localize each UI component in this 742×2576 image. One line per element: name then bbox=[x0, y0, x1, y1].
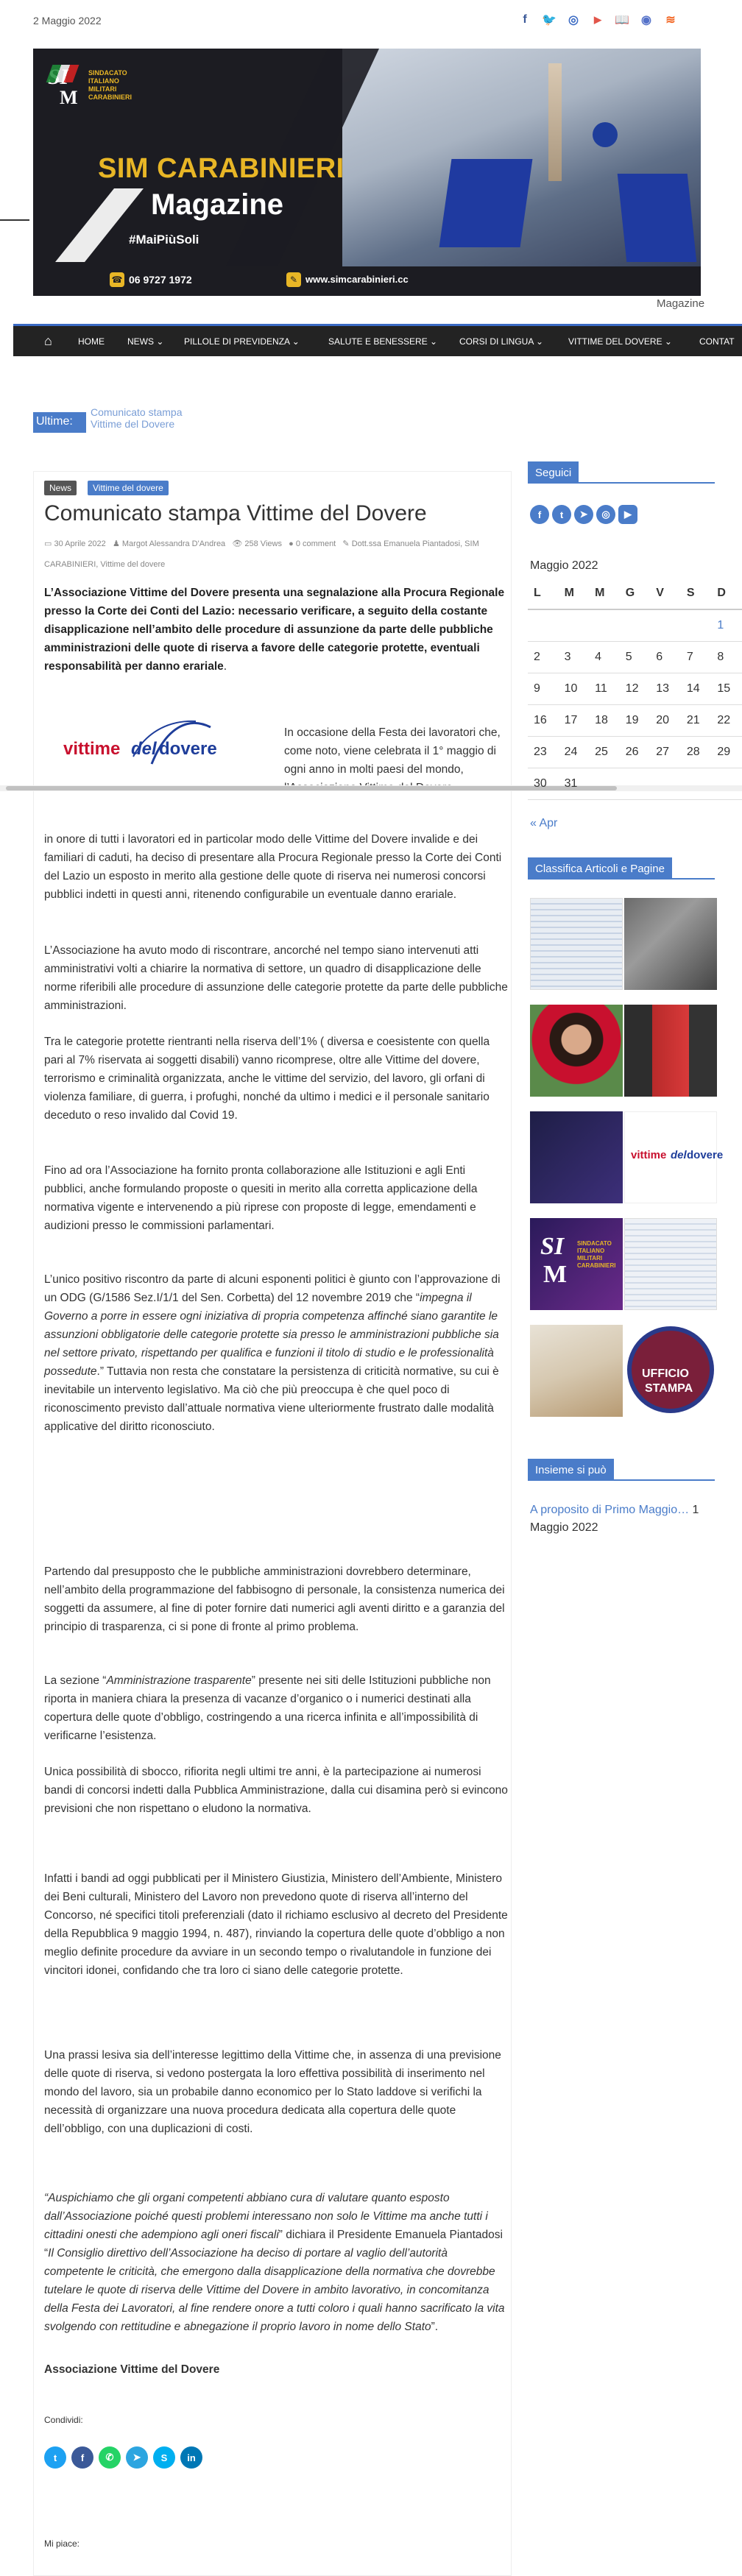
facebook-icon[interactable]: f bbox=[523, 13, 527, 26]
thumb-military-photo[interactable] bbox=[624, 898, 717, 990]
like-label: Mi piace: bbox=[44, 2538, 80, 2549]
nav-news[interactable]: NEWS ⌄ bbox=[127, 336, 164, 347]
calendar-day: 21 bbox=[681, 704, 712, 736]
calendar-day-header: M bbox=[559, 578, 590, 609]
calendar-day-header: G bbox=[620, 578, 651, 609]
calendar-day bbox=[650, 609, 681, 641]
banner-phone: 06 9727 1972 bbox=[129, 274, 192, 286]
calendar-day: 30 bbox=[528, 768, 559, 799]
scrollbar-thumb[interactable] bbox=[6, 786, 617, 790]
widget-title: Insieme si può bbox=[528, 1459, 614, 1481]
calendar-day bbox=[589, 609, 620, 641]
nav-salute-benessere[interactable]: SALUTE E BENESSERE ⌄ bbox=[328, 336, 438, 347]
widget-title: Seguici bbox=[528, 461, 579, 484]
thumb-logo-si: SI bbox=[540, 1233, 565, 1260]
calendar-day: 27 bbox=[650, 736, 681, 768]
article-lead: L’Associazione Vittime del Dovere presenta una segnalazione alla Procura Regionale presso la Corte dei Conti del Lazio: necessario verificare, a seguito della costante disapplicazione nell’ambito delle procedure di assunzione da parte delle pubbliche amministrazioni delle quote di riserva a favore delle categorie protette, eventuali responsabilità per danno erariale. bbox=[44, 587, 505, 673]
thumb-ufficio-stampa[interactable] bbox=[624, 1325, 717, 1417]
calendar bbox=[528, 578, 742, 800]
calendar-day bbox=[589, 768, 620, 799]
book-icon[interactable]: 📖 bbox=[615, 14, 629, 26]
calendar-day: 24 bbox=[559, 736, 590, 768]
widget-title: Classifica Articoli e Pagine bbox=[528, 857, 672, 880]
banner-logo-m: M bbox=[60, 87, 78, 108]
calendar-day-header: L bbox=[528, 578, 559, 609]
calendar-day: 25 bbox=[589, 736, 620, 768]
user-icon: ♟ bbox=[112, 539, 122, 548]
top-bar bbox=[0, 0, 742, 43]
paragraph-2: L’Associazione ha avuto modo di riscontrare, ancorché nel tempo siano intervenuti atti amministrativi volti a chiarire la normativa di settore, un quadro di disapplicazione delle norme riferibili alle procedure di assunzione delle categorie protette da parte delle pubbliche amministrazioni. bbox=[44, 944, 508, 1012]
article-tags[interactable]: Dott.ssa Emanuela Piantadosi, SIM CARABINIERI, Vittime del dovere bbox=[44, 539, 479, 569]
calendar-day: 9 bbox=[528, 673, 559, 704]
calendar-caption: Maggio 2022 bbox=[530, 559, 598, 572]
widget-classifica bbox=[528, 857, 715, 880]
calendar-day-header: S bbox=[681, 578, 712, 609]
banner-logo-text: SINDACATO ITALIANO MILITARI CARABINIERI bbox=[88, 69, 132, 101]
paragraph-3: Tra le categorie protette rientranti nella riserva dell’1% ( diversa e coesistente con quella pari al 7% riservata ai soggetti disabili) vanno ricomprese, oltre alle Vittime del dovere, terrorismo e criminalità organizzata, anche le vittime del servizio, del lavoro, gli orfani di violenza familiare, di guerra, i profughi, nonché da ultimo i medici e il personale sanitario deceduto o reso invalido dal Covid 19. bbox=[44, 1036, 490, 1122]
calendar-day: 6 bbox=[650, 641, 681, 673]
nav-corsi-lingua[interactable]: CORSI DI LINGUA ⌄ bbox=[459, 336, 544, 347]
calendar-day bbox=[559, 609, 590, 641]
paragraph-1: in onore di tutti i lavoratori ed in particolar modo delle Vittime del Dovere invalide e dei familiari di caduti, ha deciso di presentare alla Procura Regionale presso la Corte dei Conti del Lazio un esposto in merito alla gestione delle quote di riserva nei numerosi concorsi pubblici indetti in questi anni, ritenendo configurabile un eventuale danno erariale. bbox=[44, 833, 502, 901]
calendar-day: 20 bbox=[650, 704, 681, 736]
calendar-day-header: M bbox=[589, 578, 620, 609]
thumb-food-photo[interactable] bbox=[530, 1325, 623, 1417]
main-nav bbox=[13, 324, 742, 356]
calendar-day: 2 bbox=[528, 641, 559, 673]
calendar-day: 14 bbox=[681, 673, 712, 704]
insieme-link[interactable]: A proposito di Primo Maggio… bbox=[530, 1504, 690, 1516]
divider bbox=[0, 219, 29, 221]
calendar-day bbox=[681, 768, 712, 799]
paragraph-quote: “Auspichiamo che gli organi competenti abbiano cura di valutare quanto esposto dall’Associazione poiché questi problemi interessano non solo le Vittime ma anche tutti i cittadini onesti che adempiono agli oneri fiscali” dichiara il Presidente Emanuela Piantadosi “Il Consiglio direttivo dell’Associazione ha deciso di portare al vaglio dell’autorità competente le criticità, che emergono dalla disapplicazione della normativa che dovrebbe tutelare le quote di riserva delle Vittime del Dovere in ambito lavorativo, in concomitanza della Festa dei Lavoratori, al fine rendere onore a tutti coloro i quali hanno sacrificato la vita svolgendo con rettitudine e abnegazione il proprio lavoro in nome dello Stato”. bbox=[44, 2192, 505, 2333]
article-comments[interactable]: 0 comment bbox=[295, 539, 336, 548]
facebook-icon[interactable]: f bbox=[530, 505, 549, 524]
article-signature: Associazione Vittime del Dovere bbox=[44, 2363, 220, 2376]
thumb-sign-photo[interactable] bbox=[624, 1005, 717, 1097]
calendar-day: 26 bbox=[620, 736, 651, 768]
calendar-day: 10 bbox=[559, 673, 590, 704]
telegram-share-button[interactable]: ➤ bbox=[126, 2446, 148, 2469]
thumb-vittime-dovere-logo[interactable] bbox=[624, 1111, 724, 1203]
banner-subtitle: Magazine bbox=[151, 188, 284, 221]
calendar-day: 15 bbox=[711, 673, 742, 704]
article-author[interactable]: Margot Alessandra D'Andrea bbox=[121, 539, 226, 548]
thumb-sim-logo[interactable] bbox=[530, 1218, 623, 1310]
telegram-icon[interactable]: ➤ bbox=[574, 505, 593, 524]
calendar-day-header: D bbox=[711, 578, 742, 609]
web-icon: ✎ bbox=[286, 272, 301, 287]
calendar-day: 12 bbox=[620, 673, 651, 704]
skype-share-button[interactable]: S bbox=[153, 2446, 175, 2469]
linkedin-share-button[interactable]: in bbox=[180, 2446, 202, 2469]
calendar-day: 3 bbox=[559, 641, 590, 673]
calendar-day: 28 bbox=[681, 736, 712, 768]
calendar-day bbox=[650, 768, 681, 799]
paragraph-intro-side: In occasione della Festa dei lavoratori che, come noto, viene celebrata il 1° maggio di ogni anno in molti paesi del mondo, bbox=[284, 726, 501, 776]
ticker-headline[interactable]: Comunicato stampa Vittime del Dovere bbox=[91, 406, 183, 430]
youtube-icon[interactable]: ▶ bbox=[618, 505, 637, 524]
article-views: 258 Views bbox=[244, 539, 282, 548]
article-date[interactable]: 30 Aprile 2022 bbox=[54, 539, 106, 548]
calendar-day bbox=[681, 609, 712, 641]
paragraph-6: Partendo dal presupposto che le pubbliche amministrazioni dovrebbero determinare, nell’ambito della programmazione del fabbisogno di personale, la consistenza numerica dei soggetti da assumere, al fine di poter fornire dati numerici agli aventi diritto e a garanzia del principio di trasparenza, ci si pone di fronte al primo problema. bbox=[44, 1565, 505, 1633]
podcast-icon[interactable]: ◉ bbox=[641, 14, 651, 26]
paragraph-8: Unica possibilità di sbocco, rifiorita negli ultimi tre anni, è la partecipazione ai numerosi bandi di concorsi indetti dalla Pubblica Amministrazione, dalla cui disamina però si evincono previsioni che non rispettano o eludono la normativa. bbox=[44, 1766, 508, 1815]
youtube-icon[interactable]: ▶ bbox=[594, 14, 601, 25]
calendar-day-header: V bbox=[650, 578, 681, 609]
logo-word-vittime: vittime bbox=[63, 739, 121, 759]
article-title: Comunicato stampa Vittime del Dovere bbox=[44, 501, 427, 526]
stampa-label: STAMPA bbox=[645, 1382, 693, 1395]
calendar-day: 22 bbox=[711, 704, 742, 736]
article-meta bbox=[44, 534, 508, 575]
calendar-day: 17 bbox=[559, 704, 590, 736]
tag-news[interactable]: News bbox=[44, 481, 77, 495]
widget-insieme bbox=[528, 1459, 715, 1481]
calendar-day: 11 bbox=[589, 673, 620, 704]
share-label: Condividi: bbox=[44, 2415, 83, 2425]
instagram-icon[interactable]: ◎ bbox=[596, 505, 615, 524]
facebook-share-button[interactable]: f bbox=[71, 2446, 93, 2469]
thumb-logo-m: M bbox=[543, 1261, 568, 1288]
home-icon[interactable]: ⌂ bbox=[44, 333, 52, 348]
paragraph-10: Una prassi lesiva sia dell’interesse legittimo della Vittime che, in assenza di una previsione delle quote di riserva, si vedono postergata la loro effettiva possibilità di inserimento nel mondo del lavoro, sia un probabile danno economico per lo Stato laddove si verifichi la necessità di organizzare una nuova procedura dedicata alla copertura delle quote dell’obbligo, con una duplicazioni di costi. bbox=[44, 2049, 501, 2135]
calendar-day: 13 bbox=[650, 673, 681, 704]
thumb-logo-text: SINDACATO ITALIANO MILITARI CARABINIERI bbox=[577, 1240, 616, 1269]
calendar-day: 31 bbox=[559, 768, 590, 799]
nav-contatti[interactable]: CONTAT bbox=[699, 336, 735, 347]
paragraph-7: La sezione “Amministrazione trasparente” presente nei siti delle Istituzioni pubbliche non riporta in maniera chiara la presenza di vacanze d’organico o i numerici destinati alla copertura delle quote d’obbligo, costringendo a una ricerca infinita e all’impossibilità di verificarne l’esistenza. bbox=[44, 1674, 491, 1742]
whatsapp-share-button[interactable]: ✆ bbox=[99, 2446, 121, 2469]
calendar-day: 16 bbox=[528, 704, 559, 736]
logo-word-dovere: dovere bbox=[159, 739, 217, 759]
calendar-day: 29 bbox=[711, 736, 742, 768]
rss-icon[interactable]: ≋ bbox=[665, 14, 676, 26]
calendar-day bbox=[620, 768, 651, 799]
calendar-day: 4 bbox=[589, 641, 620, 673]
current-date: 2 Maggio 2022 bbox=[33, 15, 102, 26]
calendar-day: 7 bbox=[681, 641, 712, 673]
thumb-table-document[interactable] bbox=[530, 898, 623, 990]
ufficio-label: UFFICIO bbox=[642, 1367, 689, 1380]
paragraph-4: Fino ad ora l’Associazione ha fornito pronta collaborazione alle Istituzioni e agli Enti pubblici, anche formulando proposte o quesiti in merito alla corretta applicazione della normativa vigente e intervenendo a più riprese con proposte di legge, emendamenti e audizioni presso le commissioni parlamentari. bbox=[44, 1164, 478, 1232]
paragraph-5: L’unico positivo riscontro da parte di alcuni esponenti politici è giunto con l’approvazione di un ODG (G/1586 Sez.I/1/1 del Sen. Corbetta) del 12 novembre 2019 che “impegna il Governo a porre in essere ogni iniziativa di propria competenza affinché siano garantite le assunzioni obbligatorie delle categorie protette sia presso le amministrazioni pubbliche sia nel settore privato, rispettando per qualifica e funzioni il titolo di studio e le professionalità possedute.” Tuttavia non resta che constatare la persistenza di criticità normative, su cui è inevitabile un intervento legislativo. Ma ciò che più preoccupa è che quel poco di riconoscimento previsto dall’attuale normativa viene ulteriormente frustrato dalle modalità applicative del diritto riconosciuto. bbox=[44, 1273, 501, 1433]
calendar-day bbox=[711, 768, 742, 799]
calendar-day bbox=[528, 609, 559, 641]
banner-website: www.simcarabinieri.cc bbox=[305, 274, 409, 285]
twitter-icon[interactable]: t bbox=[552, 505, 571, 524]
calendar-day: 19 bbox=[620, 704, 651, 736]
comment-icon: ● bbox=[289, 539, 296, 548]
calendar-icon: ▭ bbox=[44, 539, 54, 548]
tag-icon: ✎ bbox=[342, 539, 352, 548]
calendar-day: 5 bbox=[620, 641, 651, 673]
insieme-entry bbox=[530, 1501, 714, 1537]
calendar-prev-month[interactable]: « Apr bbox=[530, 817, 558, 829]
phone-icon: ☎ bbox=[110, 272, 124, 287]
paragraph-9: Infatti i bandi ad oggi pubblicati per il Ministero Giustizia, Ministero dell’Ambiente, Ministero dei Beni culturali, Ministero del Lavoro non prevedono quote di riserva all’interno del Concorso, né specifici titoli preferenziali (dato il richiamo esclusivo al decreto del Presidente della Repubblica 9 maggio 1994, n. 487), rinviando la copertura delle quote d’obbligo a non meglio definite procedure da avviare in un secondo tempo o rivalutandole in funzione dei vincitori idonei, confidando che tra loro ci siano delle categorie protette. bbox=[44, 1872, 508, 1977]
vittime-dovere-logo bbox=[63, 718, 247, 762]
twitter-icon[interactable]: 🐦 bbox=[542, 14, 556, 26]
nav-vittime-dovere[interactable]: VITTIME DEL DOVERE ⌄ bbox=[568, 336, 672, 347]
calendar-day: 23 bbox=[528, 736, 559, 768]
logo-word-del: del bbox=[131, 739, 157, 759]
calendar-day-link[interactable]: 1 bbox=[711, 609, 742, 641]
calendar-day: 8 bbox=[711, 641, 742, 673]
nav-home[interactable]: HOME bbox=[78, 336, 105, 347]
thumb-news-graphic[interactable] bbox=[530, 1111, 623, 1203]
banner-caption: Magazine bbox=[657, 297, 705, 310]
ticker-label: Ultime: bbox=[33, 412, 86, 433]
thumb-portrait-woman[interactable] bbox=[530, 1005, 623, 1097]
insieme-date: 1 Maggio 2022 bbox=[530, 1504, 699, 1534]
banner-hashtag: #MaiPiùSoli bbox=[129, 233, 199, 247]
thumb-logo-del: del bbox=[671, 1149, 687, 1161]
thumb-logo-vittime: vittime bbox=[631, 1149, 667, 1161]
eye-icon: 👁 bbox=[232, 539, 245, 548]
widget-seguici bbox=[528, 461, 715, 484]
nav-pillole-previdenza[interactable]: PILLOLE DI PREVIDENZA ⌄ bbox=[184, 336, 300, 347]
thumb-table-document[interactable] bbox=[624, 1218, 717, 1310]
thumb-logo-dovere: dovere bbox=[687, 1149, 724, 1161]
header-banner[interactable] bbox=[33, 49, 701, 296]
banner-title: SIM CARABINIERI bbox=[98, 153, 344, 184]
calendar-day: 18 bbox=[589, 704, 620, 736]
instagram-icon[interactable]: ◎ bbox=[568, 14, 579, 26]
calendar-day bbox=[620, 609, 651, 641]
twitter-share-button[interactable]: t bbox=[44, 2446, 66, 2469]
tag-vittime-dovere[interactable]: Vittime del dovere bbox=[88, 481, 169, 495]
